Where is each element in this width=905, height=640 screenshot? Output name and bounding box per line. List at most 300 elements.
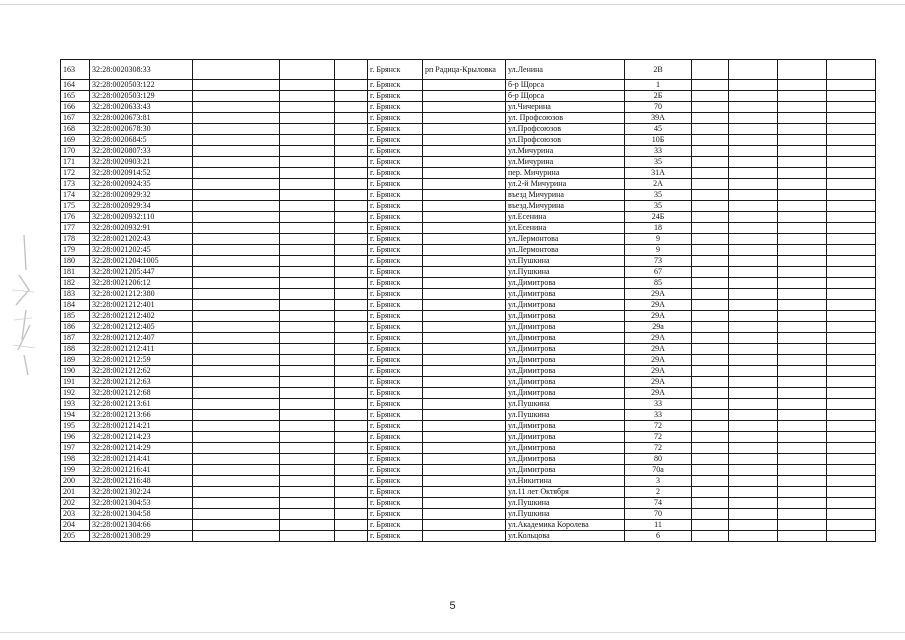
empty-cell [778,443,827,454]
empty-cell [193,498,280,509]
city-cell: г. Брянск [368,465,423,476]
empty-cell [335,344,368,355]
empty-cell [335,124,368,135]
locality-cell [423,223,506,234]
row-number-cell: 163 [61,60,90,80]
empty-cell [778,135,827,146]
row-number-cell: 167 [61,113,90,124]
empty-cell [193,509,280,520]
empty-cell [193,157,280,168]
table-row [61,256,876,267]
empty-cell [729,322,778,333]
empty-cell [335,465,368,476]
empty-cell [692,234,729,245]
empty-cell [827,60,876,80]
empty-cell [692,168,729,179]
house-number-cell: 29А [625,289,692,300]
empty-cell [729,454,778,465]
empty-cell [280,487,335,498]
table-row [61,102,876,113]
street-cell: ул.Димитрова [506,300,625,311]
empty-cell [692,311,729,322]
empty-cell [729,377,778,388]
street-cell: ул.2-й Мичурина [506,179,625,190]
street-cell: въезд Мичурина [506,190,625,201]
house-number-cell: 85 [625,278,692,289]
empty-cell [193,124,280,135]
empty-cell [335,91,368,102]
cadastral-number-cell: 32:28:0021302:24 [90,487,193,498]
house-number-cell: 35 [625,157,692,168]
house-number-cell: 39А [625,113,692,124]
city-cell: г. Брянск [368,113,423,124]
empty-cell [335,487,368,498]
empty-cell [729,289,778,300]
cadastral-number-cell: 32:28:0021304:53 [90,498,193,509]
table-row [61,168,876,179]
house-number-cell: 6 [625,531,692,542]
row-number-cell: 202 [61,498,90,509]
house-number-cell: 72 [625,421,692,432]
empty-cell [778,267,827,278]
city-cell: г. Брянск [368,311,423,322]
locality-cell [423,443,506,454]
table-row [61,157,876,168]
empty-cell [778,454,827,465]
empty-cell [778,300,827,311]
empty-cell [692,443,729,454]
cadastral-number-cell: 32:28:0021212:62 [90,366,193,377]
locality-cell [423,212,506,223]
empty-cell [692,146,729,157]
empty-cell [193,531,280,542]
empty-cell [193,234,280,245]
house-number-cell: 35 [625,190,692,201]
table-row [61,410,876,421]
locality-cell [423,465,506,476]
empty-cell [193,421,280,432]
empty-cell [335,410,368,421]
registry-table-body [61,60,876,542]
city-cell: г. Брянск [368,289,423,300]
empty-cell [778,333,827,344]
empty-cell [827,487,876,498]
house-number-cell: 29А [625,377,692,388]
empty-cell [778,190,827,201]
cadastral-number-cell: 32:28:0021216:41 [90,465,193,476]
empty-cell [778,113,827,124]
empty-cell [193,399,280,410]
empty-cell [280,377,335,388]
empty-cell [778,311,827,322]
city-cell: г. Брянск [368,476,423,487]
empty-cell [193,432,280,443]
table-row [61,113,876,124]
cadastral-number-cell: 32:28:0020807:33 [90,146,193,157]
empty-cell [335,333,368,344]
table-row [61,91,876,102]
empty-cell [335,157,368,168]
empty-cell [729,113,778,124]
empty-cell [280,245,335,256]
empty-cell [827,509,876,520]
cadastral-number-cell: 32:28:0021206:12 [90,278,193,289]
empty-cell [778,146,827,157]
table-row [61,498,876,509]
locality-cell [423,520,506,531]
margin-stamp-marks [4,230,44,380]
empty-cell [692,333,729,344]
empty-cell [193,80,280,91]
empty-cell [827,454,876,465]
locality-cell [423,179,506,190]
empty-cell [280,520,335,531]
empty-cell [280,256,335,267]
cadastral-number-cell: 32:28:0020503:129 [90,91,193,102]
cadastral-number-cell: 32:28:0020684:5 [90,135,193,146]
street-cell: пер. Мичурина [506,168,625,179]
empty-cell [692,432,729,443]
empty-cell [827,113,876,124]
house-number-cell: 29А [625,366,692,377]
city-cell: г. Брянск [368,498,423,509]
empty-cell [827,465,876,476]
empty-cell [729,60,778,80]
empty-cell [827,355,876,366]
empty-cell [729,432,778,443]
locality-cell [423,102,506,113]
empty-cell [335,476,368,487]
cadastral-number-cell: 32:28:0020903:21 [90,157,193,168]
locality-cell: рп Радица-Крыловка [423,60,506,80]
empty-cell [692,80,729,91]
street-cell: ул.Димитрова [506,465,625,476]
empty-cell [827,124,876,135]
empty-cell [335,509,368,520]
empty-cell [729,355,778,366]
city-cell: г. Брянск [368,223,423,234]
empty-cell [193,190,280,201]
empty-cell [280,476,335,487]
street-cell: ул.Лермонтова [506,245,625,256]
empty-cell [827,410,876,421]
house-number-cell: 80 [625,454,692,465]
cadastral-number-cell: 32:28:0021204:1005 [90,256,193,267]
registry-table [60,59,876,542]
empty-cell [729,498,778,509]
row-number-cell: 188 [61,344,90,355]
row-number-cell: 168 [61,124,90,135]
city-cell: г. Брянск [368,256,423,267]
table-row [61,333,876,344]
empty-cell [280,432,335,443]
locality-cell [423,146,506,157]
city-cell: г. Брянск [368,531,423,542]
table-row [61,432,876,443]
street-cell: ул.Чичерина [506,102,625,113]
street-cell: ул.Димитрова [506,322,625,333]
empty-cell [280,498,335,509]
empty-cell [692,223,729,234]
empty-cell [729,399,778,410]
row-number-cell: 197 [61,443,90,454]
empty-cell [778,498,827,509]
house-number-cell: 33 [625,410,692,421]
empty-cell [827,234,876,245]
empty-cell [193,322,280,333]
house-number-cell: 2Б [625,91,692,102]
city-cell: г. Брянск [368,157,423,168]
row-number-cell: 190 [61,366,90,377]
table-row [61,223,876,234]
empty-cell [692,454,729,465]
street-cell: ул.Пушкина [506,267,625,278]
cadastral-number-cell: 32:28:0020929:34 [90,201,193,212]
row-number-cell: 173 [61,179,90,190]
empty-cell [280,201,335,212]
empty-cell [729,234,778,245]
empty-cell [827,432,876,443]
table-row [61,135,876,146]
empty-cell [280,333,335,344]
city-cell: г. Брянск [368,91,423,102]
cadastral-number-cell: 32:28:0021214:29 [90,443,193,454]
table-row [61,245,876,256]
empty-cell [729,223,778,234]
row-number-cell: 177 [61,223,90,234]
cadastral-number-cell: 32:28:0020914:52 [90,168,193,179]
locality-cell [423,256,506,267]
cadastral-number-cell: 32:28:0021212:405 [90,322,193,333]
empty-cell [778,531,827,542]
empty-cell [193,333,280,344]
empty-cell [827,168,876,179]
empty-cell [729,465,778,476]
empty-cell [193,443,280,454]
empty-cell [827,531,876,542]
street-cell: ул.11 лет Октября [506,487,625,498]
cadastral-number-cell: 32:28:0020633:43 [90,102,193,113]
empty-cell [280,300,335,311]
empty-cell [280,157,335,168]
empty-cell [280,311,335,322]
locality-cell [423,333,506,344]
row-number-cell: 192 [61,388,90,399]
locality-cell [423,487,506,498]
table-row [61,366,876,377]
street-cell: ул.Мичурина [506,146,625,157]
empty-cell [729,443,778,454]
empty-cell [193,102,280,113]
empty-cell [692,245,729,256]
empty-cell [335,113,368,124]
empty-cell [335,80,368,91]
city-cell: г. Брянск [368,102,423,113]
empty-cell [827,190,876,201]
table-row [61,388,876,399]
locality-cell [423,300,506,311]
locality-cell [423,432,506,443]
locality-cell [423,531,506,542]
empty-cell [692,256,729,267]
locality-cell [423,278,506,289]
locality-cell [423,267,506,278]
table-row [61,212,876,223]
locality-cell [423,91,506,102]
locality-cell [423,157,506,168]
empty-cell [778,476,827,487]
empty-cell [335,366,368,377]
empty-cell [335,432,368,443]
empty-cell [335,377,368,388]
empty-cell [335,223,368,234]
empty-cell [335,421,368,432]
empty-cell [193,267,280,278]
locality-cell [423,234,506,245]
empty-cell [335,278,368,289]
cadastral-number-cell: 32:28:0021213:61 [90,399,193,410]
locality-cell [423,498,506,509]
empty-cell [692,212,729,223]
street-cell: ул. Профсоюзов [506,113,625,124]
empty-cell [280,60,335,80]
empty-cell [692,113,729,124]
house-number-cell: 31А [625,168,692,179]
empty-cell [193,454,280,465]
row-number-cell: 182 [61,278,90,289]
empty-cell [729,278,778,289]
empty-cell [692,366,729,377]
city-cell: г. Брянск [368,179,423,190]
empty-cell [280,289,335,300]
empty-cell [778,256,827,267]
empty-cell [335,355,368,366]
table-row [61,421,876,432]
empty-cell [335,146,368,157]
empty-cell [335,245,368,256]
empty-cell [692,60,729,80]
city-cell: г. Брянск [368,168,423,179]
empty-cell [193,344,280,355]
table-row [61,80,876,91]
row-number-cell: 165 [61,91,90,102]
locality-cell [423,124,506,135]
empty-cell [692,289,729,300]
empty-cell [778,168,827,179]
house-number-cell: 29А [625,355,692,366]
city-cell: г. Брянск [368,432,423,443]
empty-cell [193,201,280,212]
empty-cell [729,212,778,223]
empty-cell [692,157,729,168]
street-cell: ул.Димитрова [506,289,625,300]
table-row [61,300,876,311]
table-row [61,190,876,201]
table-row [61,465,876,476]
street-cell: ул.Пушкина [506,498,625,509]
empty-cell [729,388,778,399]
locality-cell [423,113,506,124]
house-number-cell: 73 [625,256,692,267]
empty-cell [280,234,335,245]
empty-cell [729,344,778,355]
row-number-cell: 187 [61,333,90,344]
empty-cell [778,432,827,443]
empty-cell [827,344,876,355]
street-cell: въезд.Мичурина [506,201,625,212]
house-number-cell: 9 [625,245,692,256]
city-cell: г. Брянск [368,201,423,212]
locality-cell [423,355,506,366]
empty-cell [778,124,827,135]
cadastral-number-cell: 32:28:0020308:33 [90,60,193,80]
table-row [61,311,876,322]
empty-cell [335,322,368,333]
house-number-cell: 3 [625,476,692,487]
house-number-cell: 29А [625,344,692,355]
empty-cell [692,300,729,311]
table-row [61,278,876,289]
empty-cell [193,60,280,80]
empty-cell [692,399,729,410]
house-number-cell: 70 [625,509,692,520]
city-cell: г. Брянск [368,267,423,278]
empty-cell [692,102,729,113]
street-cell: ул.Академика Королева [506,520,625,531]
empty-cell [778,289,827,300]
cadastral-number-cell: 32:28:0021202:45 [90,245,193,256]
city-cell: г. Брянск [368,377,423,388]
row-number-cell: 191 [61,377,90,388]
empty-cell [692,355,729,366]
empty-cell [827,201,876,212]
street-cell: ул.Никитина [506,476,625,487]
locality-cell [423,421,506,432]
cadastral-number-cell: 32:28:0021304:66 [90,520,193,531]
empty-cell [827,421,876,432]
empty-cell [778,509,827,520]
table-row [61,60,876,80]
cadastral-number-cell: 32:28:0021213:66 [90,410,193,421]
table-row [61,509,876,520]
empty-cell [778,201,827,212]
empty-cell [692,476,729,487]
cadastral-number-cell: 32:28:0020932:110 [90,212,193,223]
empty-cell [692,509,729,520]
city-cell: г. Брянск [368,245,423,256]
empty-cell [827,135,876,146]
cadastral-number-cell: 32:28:0021212:411 [90,344,193,355]
cadastral-number-cell: 32:28:0021212:401 [90,300,193,311]
street-cell: ул.Димитрова [506,355,625,366]
empty-cell [778,520,827,531]
empty-cell [729,476,778,487]
house-number-cell: 70а [625,465,692,476]
empty-cell [193,465,280,476]
city-cell: г. Брянск [368,520,423,531]
empty-cell [280,91,335,102]
house-number-cell: 10Б [625,135,692,146]
locality-cell [423,388,506,399]
table-row [61,267,876,278]
empty-cell [280,410,335,421]
row-number-cell: 179 [61,245,90,256]
row-number-cell: 185 [61,311,90,322]
table-row [61,124,876,135]
row-number-cell: 181 [61,267,90,278]
cadastral-number-cell: 32:28:0021216:48 [90,476,193,487]
empty-cell [335,60,368,80]
